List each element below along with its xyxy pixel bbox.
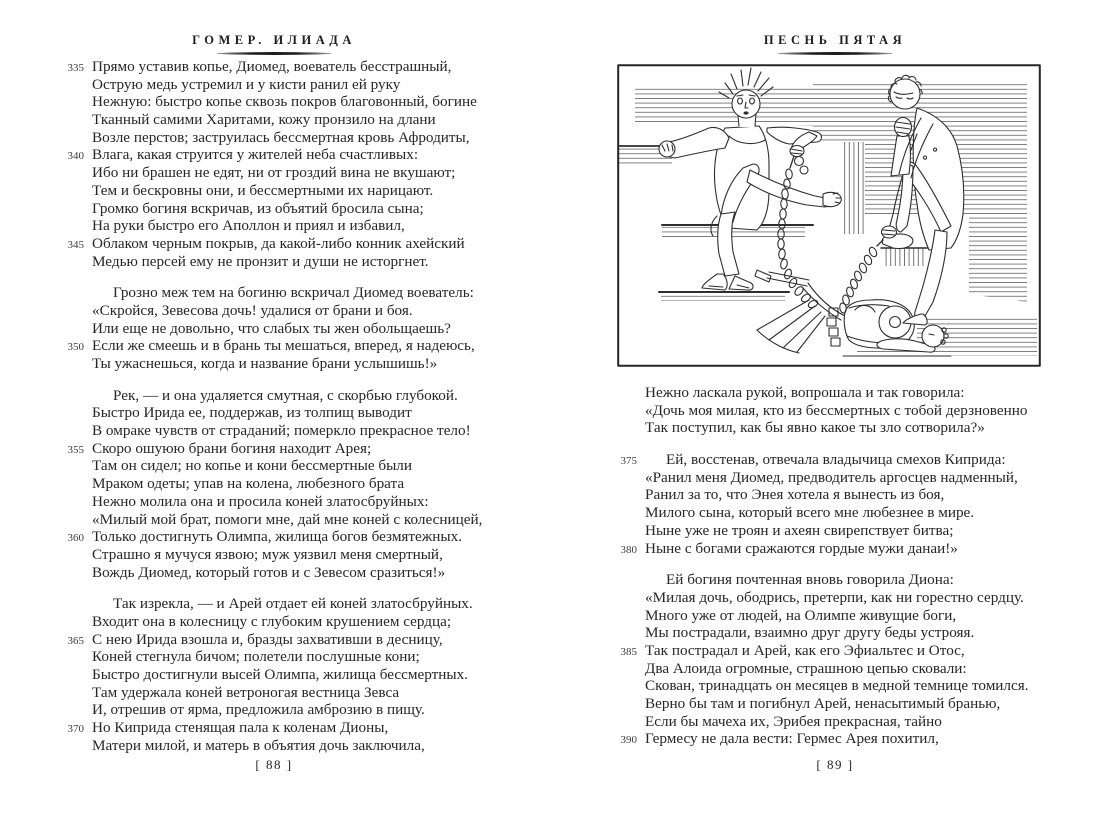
page-right	[604, 26, 1066, 806]
verse-text: Скован, тринадцать он месяцев в медной темнице томился.	[645, 677, 1029, 695]
verse-text: Влага, какая струится у жителей неба счастливых:	[92, 146, 419, 164]
verse-text: «Скройся, Зевесова дочь! удалися от брани и боя.	[92, 301, 413, 319]
verse-line	[604, 522, 1066, 540]
verse-text: Ныне с богами сражаются гордые мужи данаи!»	[645, 539, 958, 557]
verse-text: Ранил за то, что Энея хотела я вынесть из боя,	[645, 486, 945, 504]
line-number: 370	[67, 723, 84, 736]
verse-text: И, отрешив от ярма, предложила амброзию в пищу.	[92, 701, 425, 719]
verse-line	[58, 182, 490, 200]
verse-line	[58, 404, 490, 422]
right-page-number: [ 89 ]	[816, 757, 854, 772]
stanza	[604, 451, 1066, 557]
verse-line	[604, 571, 1066, 589]
left-verse-block	[58, 58, 490, 754]
verse-line	[604, 713, 1066, 731]
stanza	[58, 595, 490, 754]
verse-text: Там удержала коней ветроногая вестница Зевса	[92, 683, 400, 701]
verse-text: «Ранил меня Диомед, предводитель аргосцев надменный,	[645, 468, 1018, 486]
verse-line	[58, 631, 490, 649]
verse-line	[58, 129, 490, 147]
verse-text: Ибо ни брашен не едят, ни от гроздий вина не вкушают;	[92, 164, 456, 182]
verse-text: Рек, — и она удаляется смутная, с скорбью глубокой.	[113, 386, 458, 404]
verse-line	[58, 146, 490, 164]
verse-line	[58, 737, 490, 755]
verse-text: Быстро достигнули высей Олимпа, жилища бессмертных.	[92, 666, 468, 683]
verse-text: Гермесу не дала вести: Гермес Арея похитил,	[645, 730, 939, 748]
verse-text: Или еще не довольно, что слабых ты жен обольщаешь?	[92, 319, 451, 337]
verse-text: Так изрекла, — и Арей отдает ей коней златосбруйных.	[113, 595, 473, 613]
verse-line	[604, 589, 1066, 607]
verse-text: Только достигнуть Олимпа, жилища богов безмятежных.	[92, 528, 463, 546]
verse-line	[604, 469, 1066, 487]
verse-text: Так пострадал и Арей, как его Эфиальтес и Отос,	[645, 641, 965, 659]
verse-text: Ты ужаснешься, когда и название брани услышишь!»	[92, 355, 438, 372]
verse-line	[58, 284, 490, 302]
line-number: 345	[67, 238, 84, 251]
verse-text: Ныне уже не троян и ахеян свирепствует битва;	[645, 521, 954, 539]
right-verse-block	[604, 384, 1066, 748]
verse-text: Если бы мачеха их, Эрибея прекрасная, тайно	[645, 712, 942, 730]
verse-text: Нежно молила она и просила коней златосбруйных:	[92, 492, 429, 510]
verse-line	[604, 451, 1066, 469]
left-header-rule	[217, 52, 331, 55]
verse-text: Два Алоида огромные, страшною цепью сковали:	[645, 659, 967, 677]
line-number: 350	[67, 341, 84, 354]
verse-line	[604, 642, 1066, 660]
verse-text: Ей богиня почтенная вновь говорила Диона:	[666, 571, 954, 589]
verse-line	[58, 320, 490, 338]
line-number: 340	[67, 150, 84, 163]
verse-line	[58, 475, 490, 493]
verse-text: На руки быстро его Аполлон и приял и избавил,	[92, 217, 405, 235]
verse-line	[58, 337, 490, 355]
verse-text: Прямо уставив копье, Диомед, воеватель бесстрашный,	[92, 58, 452, 75]
verse-line	[604, 677, 1066, 695]
verse-text: Грозно меж тем на богиню вскричал Диомед воеватель:	[113, 284, 474, 302]
line-number: 355	[67, 443, 84, 456]
verse-text: Ей, восстенав, отвечала владычица смехов Киприда:	[666, 451, 1006, 469]
stanza	[58, 284, 490, 372]
verse-line	[58, 387, 490, 405]
line-number: 375	[620, 455, 637, 468]
verse-line	[58, 58, 490, 76]
verse-text: Там он сидел; но копье и кони бессмертные были	[92, 457, 413, 475]
verse-line	[58, 684, 490, 702]
verse-text: С нею Ирида взошла и, бразды захвативши в десницу,	[92, 630, 443, 648]
verse-text: Громко богиня вскричав, из объятий бросила сына;	[92, 199, 424, 217]
verse-text: Верно бы там и погибнул Арей, ненасытимый бранью,	[645, 695, 1001, 712]
verse-line	[58, 111, 490, 129]
verse-line	[604, 660, 1066, 678]
line-number: 380	[620, 543, 637, 556]
verse-line	[58, 422, 490, 440]
verse-text: Милого сына, который всего мне любезнее в мире.	[645, 504, 975, 522]
page-left	[58, 26, 490, 806]
verse-line	[58, 528, 490, 546]
verse-line	[58, 666, 490, 684]
verse-line	[58, 235, 490, 253]
verse-line	[604, 402, 1066, 420]
verse-text: Медью персей ему не пронзит и души не исторгнет.	[92, 252, 429, 270]
verse-text: Вождь Диомед, который готов и с Зевесом сразиться!»	[92, 563, 446, 581]
verse-text: Быстро Ирида ее, поддержав, из толпищ выводит	[92, 404, 412, 422]
verse-line	[604, 384, 1066, 402]
verse-line	[58, 76, 490, 94]
line-number: 390	[620, 734, 637, 747]
verse-text: Входит она в колесницу с глубоким крушением сердца;	[92, 612, 452, 630]
verse-text: Так поступил, как бы явно какое ты зло сотворила?»	[645, 419, 985, 437]
verse-line	[58, 217, 490, 235]
verse-text: Облаком черным покрыв, да какой-либо конник ахейский	[92, 234, 465, 252]
verse-line	[58, 200, 490, 218]
verse-line	[58, 493, 490, 511]
verse-line	[58, 595, 490, 613]
line-number: 360	[67, 532, 84, 545]
verse-text: Много уже от людей, на Олимпе живущие боги,	[645, 606, 957, 624]
stanza	[604, 571, 1066, 748]
engraving-illustration	[617, 64, 1041, 367]
line-number: 365	[67, 634, 84, 647]
stanza	[58, 58, 490, 270]
left-running-head: ГОМЕР. ИЛИАДА	[192, 33, 356, 47]
verse-text: Страшно я мучуся язвою; муж уязвил меня смертный,	[92, 545, 443, 563]
verse-text: Скоро ошуюю брани богиня находит Арея;	[92, 439, 372, 457]
verse-text: «Милый мой брат, помоги мне, дай мне коней с колесницей,	[92, 510, 483, 528]
verse-line	[58, 355, 490, 373]
verse-line	[604, 419, 1066, 437]
verse-line	[58, 164, 490, 182]
verse-line	[58, 440, 490, 458]
right-running-head: ПЕСНЬ ПЯТАЯ	[763, 33, 907, 47]
verse-line	[58, 302, 490, 320]
verse-line	[58, 719, 490, 737]
verse-line	[58, 613, 490, 631]
verse-line	[604, 607, 1066, 625]
verse-line	[604, 730, 1066, 748]
verse-text: Но Киприда стенящая пала к коленам Дионы,	[92, 719, 389, 737]
illustration-plate	[617, 64, 1041, 367]
stanza	[58, 387, 490, 582]
verse-line	[58, 701, 490, 719]
verse-text: В омраке чувств от страданий; померкло прекрасное тело!	[92, 422, 471, 440]
verse-text: Тканный самими Харитами, кожу пронзило на длани	[92, 111, 436, 129]
verse-text: Тем и бескровны они, и бессмертными их нарицают.	[92, 181, 434, 199]
verse-line	[604, 695, 1066, 713]
verse-text: Мы пострадали, взаимно друг другу беды устрояя.	[645, 624, 975, 642]
verse-text: Возле перстов; заструилась бессмертная кровь Афродиты,	[92, 128, 470, 146]
verse-line	[58, 253, 490, 271]
verse-text: Матери милой, и матерь в объятия дочь заключила,	[92, 736, 425, 754]
verse-text: «Милая дочь, ободрись, претерпи, как ни горестно сердцу.	[645, 588, 1024, 606]
verse-line	[58, 546, 490, 564]
hatching-background	[617, 84, 1037, 358]
verse-text: Нежную: быстро копье сквозь покров благовонный, богине	[92, 93, 477, 111]
verse-line	[604, 540, 1066, 558]
verse-line	[58, 93, 490, 111]
verse-line	[58, 648, 490, 666]
stanza	[604, 384, 1066, 437]
right-header-rule	[778, 52, 892, 55]
verse-line	[604, 486, 1066, 504]
verse-line	[604, 624, 1066, 642]
verse-text: Острую медь устремил и у кисти ранил ей руку	[92, 75, 401, 93]
verse-text: Если же смеешь и в брань ты мешаться, вперед, я надеюсь,	[92, 337, 475, 355]
verse-text: Коней стегнула бичом; полетели послушные кони;	[92, 648, 420, 666]
verse-line	[58, 457, 490, 475]
verse-text: Нежно ласкала рукой, вопрошала и так говорила:	[645, 384, 965, 401]
verse-line	[58, 511, 490, 529]
line-number: 335	[67, 62, 84, 74]
verse-text: Мраком одеты; упав на колена, любезного брата	[92, 475, 405, 493]
line-number: 385	[620, 645, 637, 658]
left-page-number: [ 88 ]	[255, 757, 293, 772]
verse-text: «Дочь моя милая, кто из бессмертных с тобой дерзновенно	[645, 401, 1028, 419]
verse-line	[604, 504, 1066, 522]
verse-line	[58, 564, 490, 582]
